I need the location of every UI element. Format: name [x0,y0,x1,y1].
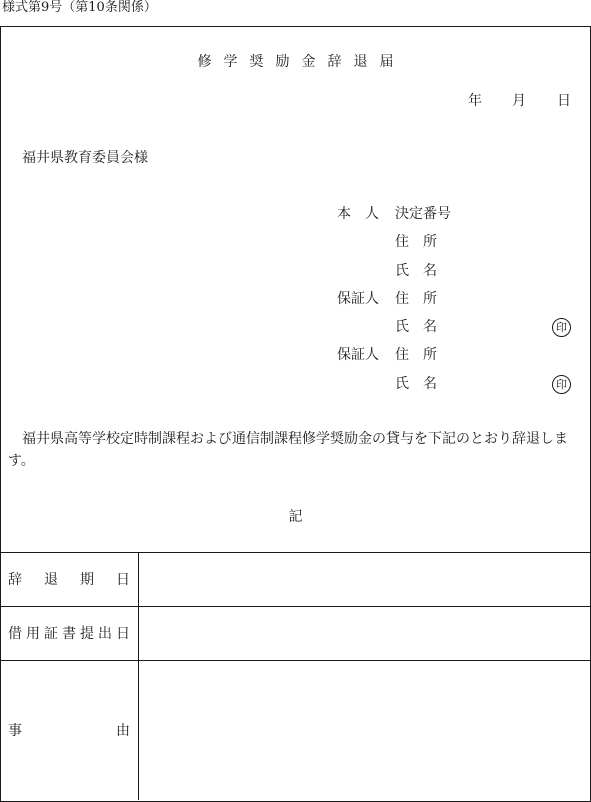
label-char: 事 [8,723,22,739]
table-row-label-withdrawal-date [8,573,130,587]
document-title: 修学奨励金辞退届 [197,54,406,70]
label-char: 期 [80,572,94,588]
table-row-divider [0,606,591,607]
label-char: 借 [8,626,22,642]
addressee: 福井県教育委員会様 [22,150,148,166]
label-char: 由 [116,723,130,739]
form-number: 様式第9号（第10条関係） [2,0,157,15]
label-char: 提 [80,626,94,642]
self-label: 本 人 [337,206,379,222]
statement-text: 福井県高等学校定時制課程および通信制課程修学奨励金の貸与を下記のとおり辞退します。 [8,431,568,469]
self-name-label: 氏 名 [395,263,437,279]
label-char: 退 [44,572,58,588]
guarantor-2-label: 保証人 [337,347,379,363]
guarantor-1-address-label: 住 所 [395,291,437,307]
guarantor-1-name-label: 氏 名 [395,319,437,335]
label-char: 出 [98,626,112,642]
label-char: 辞 [8,572,22,588]
table-row-divider [0,660,591,661]
guarantor-2-seal-icon: 印 [552,375,571,394]
table-top-border [0,552,591,553]
guarantor-2-name-label: 氏 名 [395,376,437,392]
guarantor-2-address-label: 住 所 [395,347,437,363]
decision-number-label: 決定番号 [395,206,451,222]
table-column-divider [138,552,139,800]
table-row-label-certificate-date [8,627,130,641]
reason-field[interactable] [146,672,582,792]
date-day-label: 日 [557,93,571,109]
table-row-label-reason [8,724,130,738]
label-char: 日 [116,572,130,588]
date-year-label: 年 [468,93,482,109]
date-month-label: 月 [512,93,526,109]
label-char: 証 [44,626,58,642]
self-address-label: 住 所 [395,234,437,250]
ki-mark: 記 [288,509,303,525]
label-char: 日 [116,626,130,642]
label-char: 書 [62,626,76,642]
guarantor-1-seal-icon: 印 [552,318,571,337]
label-char: 用 [26,626,40,642]
guarantor-1-label: 保証人 [337,291,379,307]
